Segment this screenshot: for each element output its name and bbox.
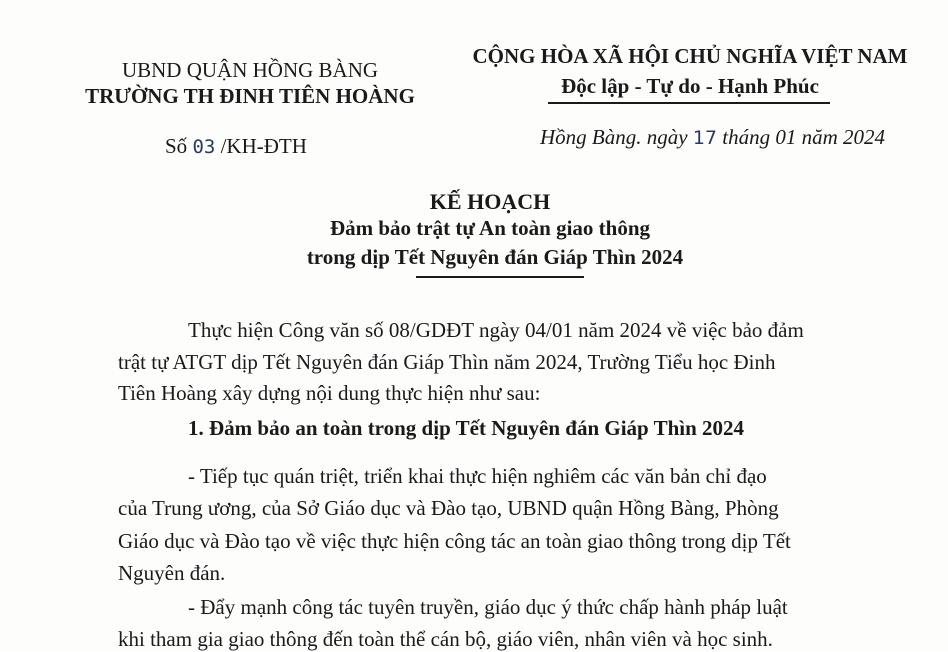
item-1-line-4: Nguyên đán.	[118, 561, 226, 585]
date-prefix: Hồng Bàng. ngày	[540, 125, 688, 149]
document-title-line-2: trong dịp Tết Nguyên đán Giáp Thìn 2024	[306, 245, 684, 269]
document-number-value: 03	[192, 136, 216, 158]
national-title: CỘNG HÒA XÃ HỘI CHỦ NGHĨA VIỆT NAM	[472, 44, 908, 68]
intro-line-3: Tiên Hoàng xây dựng nội dung thực hiện như sau:	[118, 381, 541, 405]
national-motto: Độc lập - Tự do - Hạnh Phúc	[561, 74, 819, 98]
intro-line-1: Thực hiện Công văn số 08/GDĐT ngày 04/01 năm 2024 về việc bảo đảm	[188, 318, 804, 342]
intro-line-2: trật tự ATGT dịp Tết Nguyên đán Giáp Thìn năm 2024, Trường Tiểu học Đinh	[118, 350, 776, 374]
item-2-line-1: - Đẩy mạnh công tác tuyên truyền, giáo dục ý thức chấp hành pháp luật	[188, 595, 788, 619]
document-number-suffix: /KH-ĐTH	[220, 134, 307, 158]
item-1-line-2: của Trung ương, của Sở Giáo dục và Đào tạo, UBND quận Hồng Bàng, Phòng	[118, 496, 779, 520]
date-suffix: tháng 01 năm 2024	[722, 125, 886, 149]
document-title-line-1: Đảm bảo trật tự An toàn giao thông	[329, 216, 651, 240]
document-type: KẾ HOẠCH	[429, 189, 551, 214]
item-2-line-2: khi tham gia giao thông đến toàn thể cán bộ, giáo viên, nhân viên và học sinh.	[118, 627, 773, 651]
title-underline	[416, 276, 584, 278]
date-day: 17	[692, 127, 718, 149]
place-and-date	[540, 125, 885, 150]
motto-underline	[548, 102, 830, 104]
school-name: TRƯỜNG TH ĐINH TIÊN HOÀNG	[85, 84, 415, 108]
document-number	[165, 134, 307, 159]
section-1-heading: 1. Đảm bảo an toàn trong dịp Tết Nguyên đán Giáp Thìn 2024	[188, 416, 745, 440]
item-1-line-1: - Tiếp tục quán triệt, triển khai thực hiện nghiêm các văn bản chỉ đạo	[188, 464, 767, 488]
parent-organization: UBND QUẬN HỒNG BÀNG	[121, 58, 379, 82]
document-number-prefix: Số	[165, 134, 188, 158]
item-1-line-3: Giáo dục và Đào tạo về việc thực hiện công tác an toàn giao thông trong dịp Tết	[118, 529, 791, 553]
